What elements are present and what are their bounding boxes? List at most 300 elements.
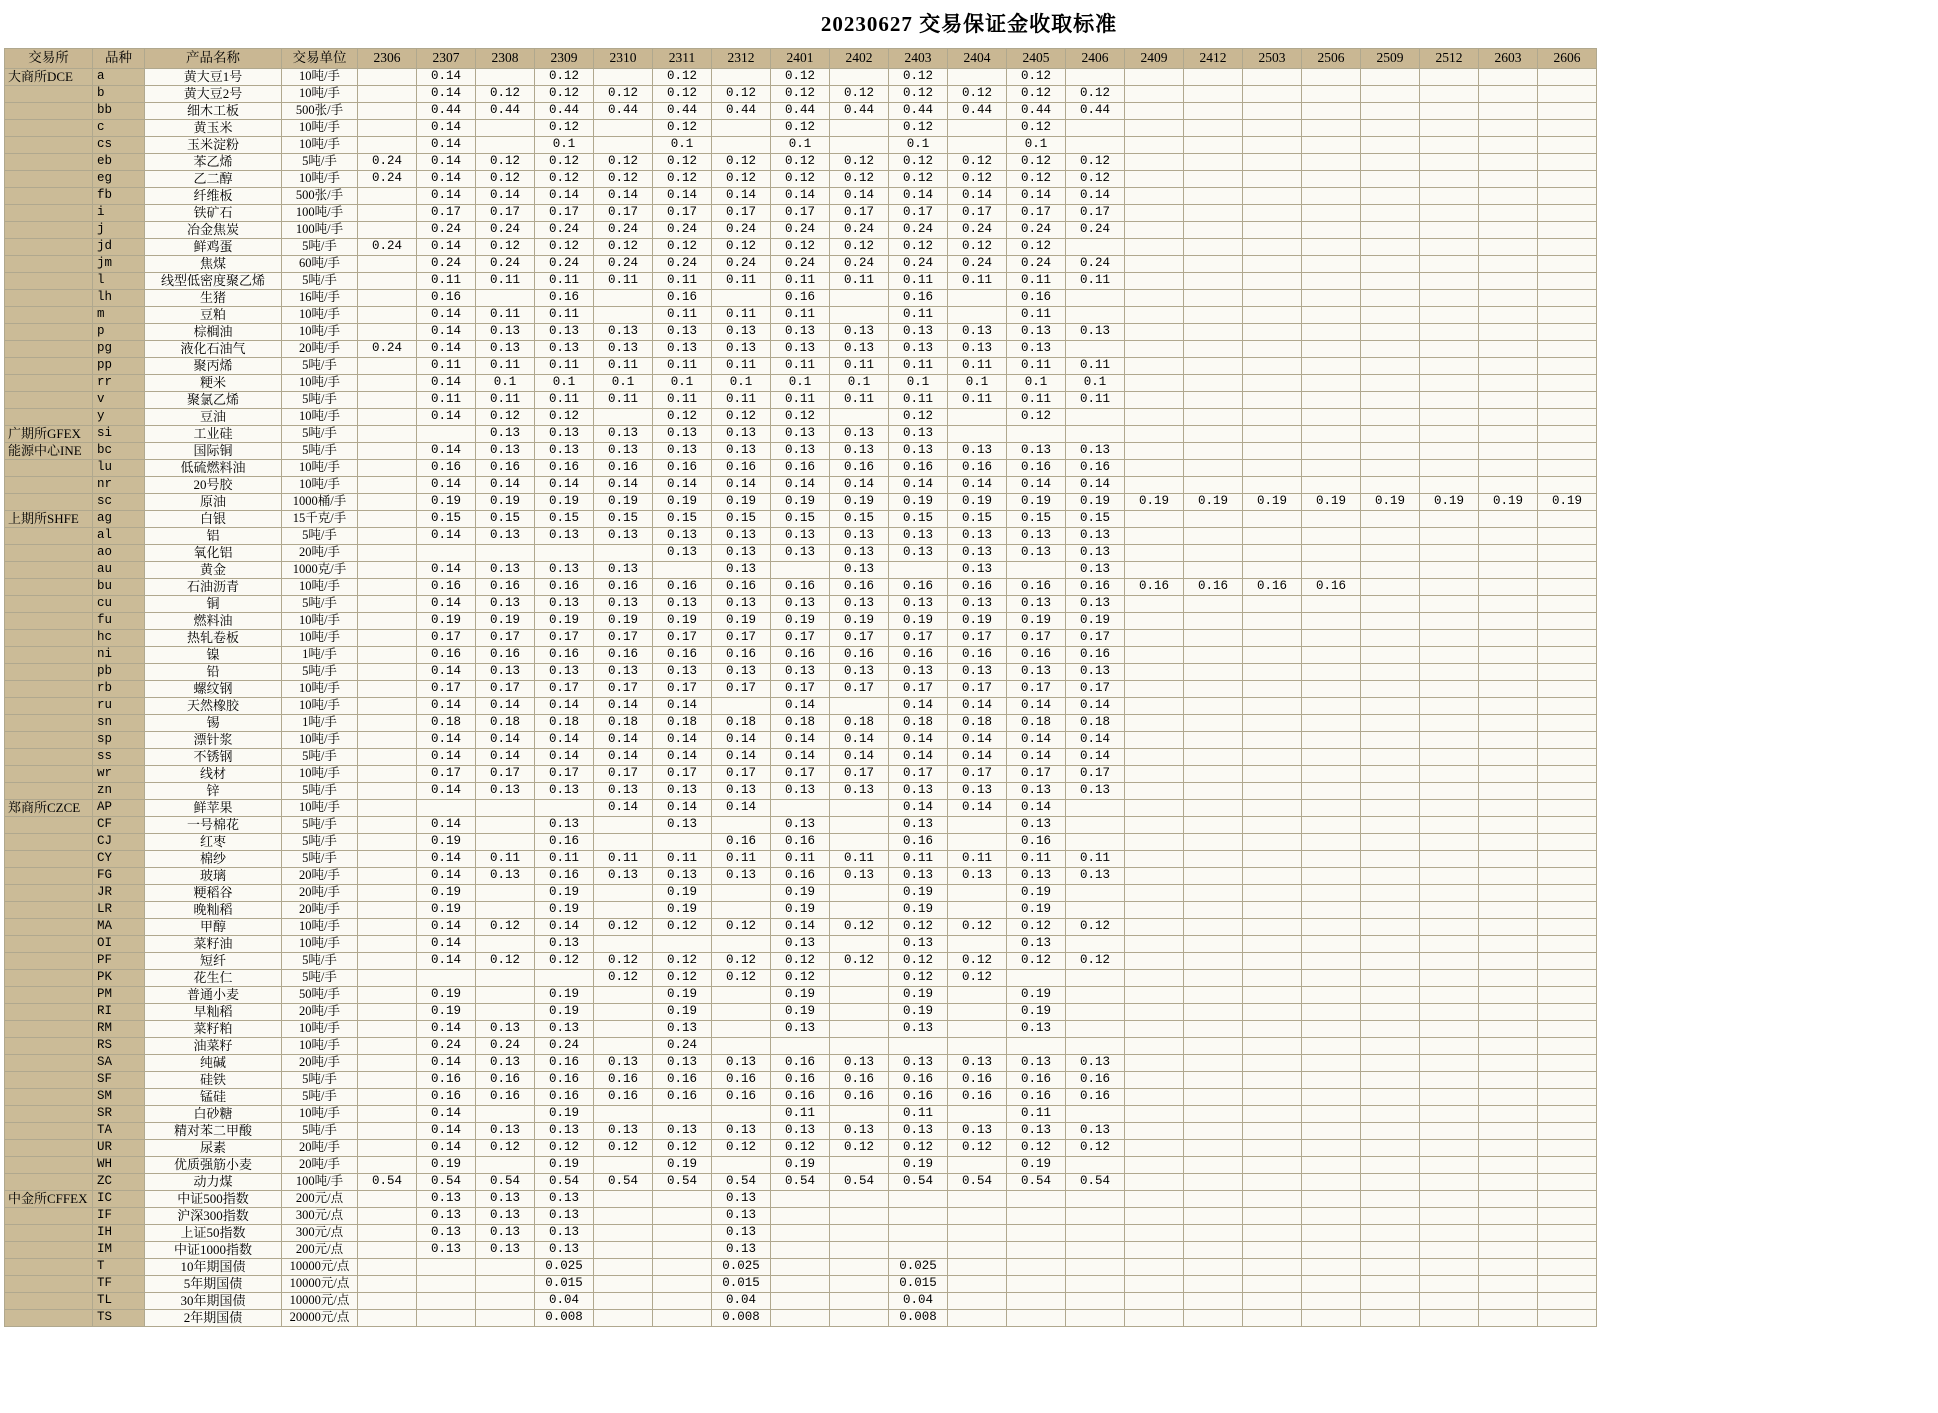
cell-margin-2306	[358, 902, 417, 919]
cell-margin-2310: 0.14	[594, 698, 653, 715]
cell-margin-2311: 0.13	[653, 817, 712, 834]
cell-variety-code: CJ	[93, 834, 145, 851]
cell-margin-2309: 0.11	[535, 273, 594, 290]
cell-margin-2412	[1184, 375, 1243, 392]
cell-margin-2503	[1243, 188, 1302, 205]
cell-margin-2402: 0.24	[830, 222, 889, 239]
cell-margin-2312	[712, 987, 771, 1004]
cell-margin-2308: 0.13	[476, 1021, 535, 1038]
table-row	[5, 851, 1597, 868]
cell-margin-2309: 0.12	[535, 86, 594, 103]
cell-margin-2503	[1243, 1106, 1302, 1123]
cell-exchange	[5, 222, 93, 239]
cell-margin-2405: 0.13	[1007, 817, 1066, 834]
cell-margin-2503	[1243, 443, 1302, 460]
cell-margin-2402: 0.13	[830, 596, 889, 613]
cell-margin-2409	[1125, 936, 1184, 953]
cell-margin-2503	[1243, 341, 1302, 358]
cell-margin-2307: 0.11	[417, 358, 476, 375]
cell-product-name: 棕榈油	[145, 324, 282, 341]
cell-margin-2405: 0.12	[1007, 120, 1066, 137]
cell-margin-2311: 0.12	[653, 1140, 712, 1157]
cell-margin-2406: 0.13	[1066, 562, 1125, 579]
cell-product-name: 乙二醇	[145, 171, 282, 188]
cell-margin-2309: 0.13	[535, 1123, 594, 1140]
cell-margin-2412	[1184, 834, 1243, 851]
cell-trade-unit: 5吨/手	[282, 970, 358, 987]
cell-margin-2306	[358, 426, 417, 443]
cell-margin-2512	[1420, 528, 1479, 545]
cell-margin-2312: 0.16	[712, 1072, 771, 1089]
cell-margin-2402: 0.16	[830, 460, 889, 477]
cell-exchange	[5, 1208, 93, 1225]
cell-margin-2309: 0.14	[535, 919, 594, 936]
cell-margin-2405	[1007, 1208, 1066, 1225]
cell-margin-2405	[1007, 1276, 1066, 1293]
cell-margin-2310: 0.14	[594, 800, 653, 817]
cell-margin-2606	[1538, 715, 1597, 732]
cell-margin-2406	[1066, 1191, 1125, 1208]
cell-exchange	[5, 375, 93, 392]
cell-margin-2312: 0.12	[712, 409, 771, 426]
cell-product-name: 原油	[145, 494, 282, 511]
cell-margin-2312: 0.16	[712, 1089, 771, 1106]
cell-margin-2307: 0.14	[417, 86, 476, 103]
cell-margin-2310: 0.54	[594, 1174, 653, 1191]
cell-margin-2509	[1361, 1310, 1420, 1327]
cell-margin-2606	[1538, 1242, 1597, 1259]
cell-margin-2402: 0.14	[830, 188, 889, 205]
cell-margin-2310: 0.13	[594, 1055, 653, 1072]
cell-margin-2312: 0.04	[712, 1293, 771, 1310]
cell-margin-2512	[1420, 885, 1479, 902]
cell-margin-2509	[1361, 528, 1420, 545]
table-body	[5, 69, 1597, 1327]
cell-variety-code: au	[93, 562, 145, 579]
table-row	[5, 1208, 1597, 1225]
cell-product-name: 豆粕	[145, 307, 282, 324]
cell-margin-2404: 0.11	[948, 358, 1007, 375]
cell-margin-2603	[1479, 800, 1538, 817]
cell-margin-2311: 0.12	[653, 171, 712, 188]
cell-margin-2406: 0.16	[1066, 579, 1125, 596]
cell-margin-2308: 0.54	[476, 1174, 535, 1191]
cell-margin-2312: 0.13	[712, 341, 771, 358]
cell-margin-2402	[830, 1021, 889, 1038]
cell-margin-2402: 0.12	[830, 239, 889, 256]
table-row	[5, 664, 1597, 681]
cell-margin-2409	[1125, 715, 1184, 732]
cell-margin-2403: 0.19	[889, 987, 948, 1004]
cell-margin-2307: 0.14	[417, 409, 476, 426]
cell-margin-2606	[1538, 562, 1597, 579]
cell-margin-2403	[889, 1191, 948, 1208]
cell-margin-2412	[1184, 800, 1243, 817]
cell-margin-2603	[1479, 511, 1538, 528]
cell-margin-2503	[1243, 1140, 1302, 1157]
cell-margin-2409	[1125, 1174, 1184, 1191]
cell-margin-2401: 0.12	[771, 120, 830, 137]
cell-variety-code: LR	[93, 902, 145, 919]
cell-margin-2310: 0.17	[594, 630, 653, 647]
cell-margin-2401	[771, 1276, 830, 1293]
cell-margin-2503	[1243, 222, 1302, 239]
cell-margin-2306	[358, 885, 417, 902]
cell-margin-2308: 0.16	[476, 1089, 535, 1106]
cell-margin-2402	[830, 409, 889, 426]
cell-exchange	[5, 273, 93, 290]
cell-margin-2307: 0.54	[417, 1174, 476, 1191]
table-row	[5, 375, 1597, 392]
cell-margin-2311: 0.13	[653, 545, 712, 562]
cell-exchange	[5, 1038, 93, 1055]
cell-margin-2509	[1361, 1089, 1420, 1106]
cell-margin-2307	[417, 1276, 476, 1293]
cell-margin-2310: 0.14	[594, 732, 653, 749]
cell-margin-2309: 0.14	[535, 749, 594, 766]
cell-margin-2512	[1420, 1038, 1479, 1055]
cell-product-name: 玉米淀粉	[145, 137, 282, 154]
cell-margin-2311: 0.13	[653, 528, 712, 545]
cell-variety-code: jm	[93, 256, 145, 273]
cell-margin-2506	[1302, 647, 1361, 664]
cell-margin-2404: 0.13	[948, 528, 1007, 545]
cell-margin-2311: 0.16	[653, 579, 712, 596]
cell-margin-2309: 0.24	[535, 1038, 594, 1055]
cell-margin-2404: 0.11	[948, 392, 1007, 409]
cell-exchange	[5, 1293, 93, 1310]
cell-margin-2506	[1302, 171, 1361, 188]
cell-margin-2509	[1361, 239, 1420, 256]
cell-margin-2401: 0.12	[771, 239, 830, 256]
cell-margin-2412	[1184, 443, 1243, 460]
cell-margin-2401: 0.12	[771, 86, 830, 103]
table-row	[5, 902, 1597, 919]
table-row	[5, 1293, 1597, 1310]
cell-margin-2412	[1184, 1225, 1243, 1242]
cell-margin-2404	[948, 120, 1007, 137]
cell-margin-2308	[476, 800, 535, 817]
cell-exchange	[5, 664, 93, 681]
cell-margin-2406: 0.13	[1066, 443, 1125, 460]
cell-margin-2606	[1538, 613, 1597, 630]
cell-margin-2312	[712, 1106, 771, 1123]
cell-margin-2402	[830, 1191, 889, 1208]
cell-margin-2405: 0.54	[1007, 1174, 1066, 1191]
cell-trade-unit: 10吨/手	[282, 307, 358, 324]
cell-margin-2309: 0.12	[535, 409, 594, 426]
cell-margin-2404	[948, 426, 1007, 443]
cell-margin-2402	[830, 800, 889, 817]
cell-margin-2512	[1420, 171, 1479, 188]
cell-margin-2406: 0.11	[1066, 273, 1125, 290]
cell-margin-2312: 0.13	[712, 562, 771, 579]
table-row	[5, 1310, 1597, 1327]
cell-margin-2506	[1302, 936, 1361, 953]
table-row	[5, 579, 1597, 596]
cell-margin-2412	[1184, 987, 1243, 1004]
cell-margin-2405	[1007, 1310, 1066, 1327]
cell-margin-2402: 0.13	[830, 324, 889, 341]
cell-margin-2406	[1066, 970, 1125, 987]
cell-margin-2606	[1538, 766, 1597, 783]
cell-margin-2310: 0.13	[594, 1123, 653, 1140]
cell-margin-2306	[358, 936, 417, 953]
column-header-2309: 2309	[535, 49, 594, 69]
cell-margin-2512	[1420, 681, 1479, 698]
cell-margin-2406: 0.19	[1066, 494, 1125, 511]
cell-margin-2404: 0.1	[948, 375, 1007, 392]
cell-margin-2512	[1420, 511, 1479, 528]
cell-margin-2312: 0.13	[712, 1242, 771, 1259]
column-header-2311: 2311	[653, 49, 712, 69]
cell-variety-code: rr	[93, 375, 145, 392]
cell-margin-2312: 0.12	[712, 970, 771, 987]
cell-margin-2404	[948, 902, 1007, 919]
cell-margin-2404	[948, 987, 1007, 1004]
cell-margin-2412	[1184, 1038, 1243, 1055]
table-row	[5, 1242, 1597, 1259]
cell-margin-2401: 0.14	[771, 698, 830, 715]
cell-margin-2306: 0.24	[358, 171, 417, 188]
cell-margin-2606	[1538, 375, 1597, 392]
cell-margin-2409	[1125, 868, 1184, 885]
cell-margin-2306	[358, 443, 417, 460]
table-row	[5, 817, 1597, 834]
cell-margin-2412	[1184, 1021, 1243, 1038]
cell-exchange	[5, 1106, 93, 1123]
table-row	[5, 766, 1597, 783]
cell-margin-2404	[948, 409, 1007, 426]
cell-margin-2311: 0.19	[653, 1004, 712, 1021]
cell-margin-2506	[1302, 732, 1361, 749]
cell-margin-2309: 0.13	[535, 1191, 594, 1208]
cell-margin-2509	[1361, 69, 1420, 86]
cell-margin-2404	[948, 817, 1007, 834]
cell-margin-2412: 0.19	[1184, 494, 1243, 511]
cell-margin-2606	[1538, 392, 1597, 409]
cell-margin-2512	[1420, 1242, 1479, 1259]
table-row	[5, 1038, 1597, 1055]
cell-margin-2310	[594, 1310, 653, 1327]
cell-margin-2512	[1420, 1004, 1479, 1021]
cell-margin-2405: 0.13	[1007, 528, 1066, 545]
cell-exchange	[5, 392, 93, 409]
cell-margin-2509	[1361, 307, 1420, 324]
cell-trade-unit: 20吨/手	[282, 902, 358, 919]
cell-margin-2309: 0.12	[535, 953, 594, 970]
cell-margin-2308: 0.13	[476, 341, 535, 358]
cell-margin-2503: 0.19	[1243, 494, 1302, 511]
cell-margin-2404	[948, 137, 1007, 154]
cell-margin-2509	[1361, 1004, 1420, 1021]
cell-product-name: 菜籽油	[145, 936, 282, 953]
cell-margin-2412	[1184, 205, 1243, 222]
cell-variety-code: hc	[93, 630, 145, 647]
cell-variety-code: al	[93, 528, 145, 545]
cell-margin-2405: 0.13	[1007, 664, 1066, 681]
cell-margin-2509	[1361, 1174, 1420, 1191]
cell-margin-2402: 0.14	[830, 477, 889, 494]
cell-margin-2310: 0.12	[594, 154, 653, 171]
cell-margin-2404: 0.17	[948, 766, 1007, 783]
cell-margin-2403: 0.11	[889, 392, 948, 409]
cell-margin-2503	[1243, 1310, 1302, 1327]
cell-margin-2312: 0.24	[712, 256, 771, 273]
cell-margin-2306	[358, 766, 417, 783]
cell-margin-2506	[1302, 766, 1361, 783]
cell-margin-2509	[1361, 885, 1420, 902]
cell-margin-2401	[771, 1038, 830, 1055]
cell-margin-2308: 0.13	[476, 596, 535, 613]
cell-margin-2306	[358, 528, 417, 545]
cell-product-name: 氧化铝	[145, 545, 282, 562]
cell-margin-2308: 0.13	[476, 426, 535, 443]
cell-margin-2307	[417, 1259, 476, 1276]
cell-margin-2405: 0.11	[1007, 273, 1066, 290]
cell-margin-2509	[1361, 511, 1420, 528]
cell-trade-unit: 10吨/手	[282, 732, 358, 749]
cell-margin-2406: 0.17	[1066, 766, 1125, 783]
cell-margin-2307: 0.17	[417, 205, 476, 222]
cell-product-name: 10年期国债	[145, 1259, 282, 1276]
cell-margin-2309: 0.15	[535, 511, 594, 528]
cell-margin-2406: 0.1	[1066, 375, 1125, 392]
cell-margin-2503: 0.16	[1243, 579, 1302, 596]
cell-margin-2310: 0.12	[594, 86, 653, 103]
cell-margin-2401: 0.13	[771, 341, 830, 358]
cell-margin-2401: 0.16	[771, 460, 830, 477]
cell-margin-2306	[358, 613, 417, 630]
cell-margin-2308: 0.17	[476, 766, 535, 783]
cell-margin-2512	[1420, 307, 1479, 324]
cell-margin-2503	[1243, 902, 1302, 919]
cell-product-name: 线型低密度聚乙烯	[145, 273, 282, 290]
cell-margin-2403: 0.19	[889, 613, 948, 630]
cell-margin-2404: 0.13	[948, 341, 1007, 358]
cell-margin-2308: 0.14	[476, 698, 535, 715]
cell-margin-2401: 0.13	[771, 528, 830, 545]
cell-margin-2606: 0.19	[1538, 494, 1597, 511]
cell-margin-2402: 0.12	[830, 171, 889, 188]
cell-margin-2309: 0.24	[535, 256, 594, 273]
cell-margin-2409	[1125, 120, 1184, 137]
cell-variety-code: TA	[93, 1123, 145, 1140]
cell-margin-2506	[1302, 1310, 1361, 1327]
cell-margin-2606	[1538, 409, 1597, 426]
cell-margin-2307: 0.14	[417, 307, 476, 324]
cell-product-name: 细木工板	[145, 103, 282, 120]
cell-margin-2412	[1184, 902, 1243, 919]
cell-margin-2405: 0.19	[1007, 613, 1066, 630]
cell-variety-code: TF	[93, 1276, 145, 1293]
cell-margin-2312: 0.13	[712, 868, 771, 885]
cell-margin-2402: 0.13	[830, 664, 889, 681]
cell-margin-2409	[1125, 919, 1184, 936]
cell-margin-2606	[1538, 341, 1597, 358]
cell-margin-2606	[1538, 69, 1597, 86]
cell-margin-2406: 0.17	[1066, 681, 1125, 698]
cell-margin-2509	[1361, 188, 1420, 205]
cell-margin-2402	[830, 1310, 889, 1327]
cell-margin-2506	[1302, 715, 1361, 732]
cell-margin-2606	[1538, 120, 1597, 137]
cell-margin-2512	[1420, 868, 1479, 885]
cell-margin-2311	[653, 834, 712, 851]
cell-margin-2406: 0.17	[1066, 630, 1125, 647]
cell-trade-unit: 15千克/手	[282, 511, 358, 528]
cell-margin-2405: 0.17	[1007, 766, 1066, 783]
cell-margin-2503	[1243, 936, 1302, 953]
cell-margin-2311: 0.19	[653, 613, 712, 630]
cell-trade-unit: 10吨/手	[282, 137, 358, 154]
cell-trade-unit: 20000元/点	[282, 1310, 358, 1327]
cell-margin-2512	[1420, 817, 1479, 834]
cell-exchange	[5, 953, 93, 970]
cell-variety-code: ss	[93, 749, 145, 766]
cell-product-name: 棉纱	[145, 851, 282, 868]
cell-margin-2405: 0.1	[1007, 375, 1066, 392]
cell-margin-2312: 0.025	[712, 1259, 771, 1276]
cell-exchange: 上期所SHFE	[5, 511, 93, 528]
cell-margin-2310	[594, 1106, 653, 1123]
cell-margin-2306	[358, 953, 417, 970]
cell-margin-2402: 0.11	[830, 358, 889, 375]
cell-margin-2403: 0.12	[889, 1140, 948, 1157]
cell-margin-2309: 0.19	[535, 885, 594, 902]
cell-margin-2606	[1538, 919, 1597, 936]
cell-margin-2403: 0.19	[889, 494, 948, 511]
cell-margin-2409	[1125, 307, 1184, 324]
cell-margin-2603	[1479, 1021, 1538, 1038]
cell-product-name: 中证500指数	[145, 1191, 282, 1208]
cell-margin-2603	[1479, 562, 1538, 579]
cell-margin-2606	[1538, 511, 1597, 528]
cell-margin-2402: 0.14	[830, 749, 889, 766]
cell-margin-2310: 0.13	[594, 596, 653, 613]
cell-margin-2405: 0.13	[1007, 545, 1066, 562]
cell-margin-2308	[476, 69, 535, 86]
column-header-2404: 2404	[948, 49, 1007, 69]
cell-margin-2406: 0.11	[1066, 358, 1125, 375]
cell-margin-2412	[1184, 1123, 1243, 1140]
cell-margin-2309: 0.13	[535, 341, 594, 358]
cell-trade-unit: 100吨/手	[282, 1174, 358, 1191]
cell-margin-2506: 0.19	[1302, 494, 1361, 511]
cell-margin-2509	[1361, 205, 1420, 222]
cell-margin-2403: 0.13	[889, 528, 948, 545]
cell-margin-2401: 0.14	[771, 919, 830, 936]
cell-margin-2309: 0.13	[535, 528, 594, 545]
cell-margin-2509	[1361, 919, 1420, 936]
cell-margin-2509	[1361, 766, 1420, 783]
cell-trade-unit: 5吨/手	[282, 749, 358, 766]
cell-margin-2312: 0.19	[712, 613, 771, 630]
cell-margin-2409	[1125, 154, 1184, 171]
cell-margin-2606	[1538, 732, 1597, 749]
cell-margin-2312: 0.008	[712, 1310, 771, 1327]
cell-margin-2406: 0.13	[1066, 1055, 1125, 1072]
cell-variety-code: eb	[93, 154, 145, 171]
cell-product-name: 优质强筋小麦	[145, 1157, 282, 1174]
cell-margin-2312: 0.11	[712, 358, 771, 375]
cell-margin-2512	[1420, 1106, 1479, 1123]
cell-margin-2403: 0.13	[889, 664, 948, 681]
cell-margin-2512	[1420, 698, 1479, 715]
cell-product-name: 20号胶	[145, 477, 282, 494]
cell-margin-2308	[476, 1004, 535, 1021]
cell-margin-2308: 0.12	[476, 953, 535, 970]
